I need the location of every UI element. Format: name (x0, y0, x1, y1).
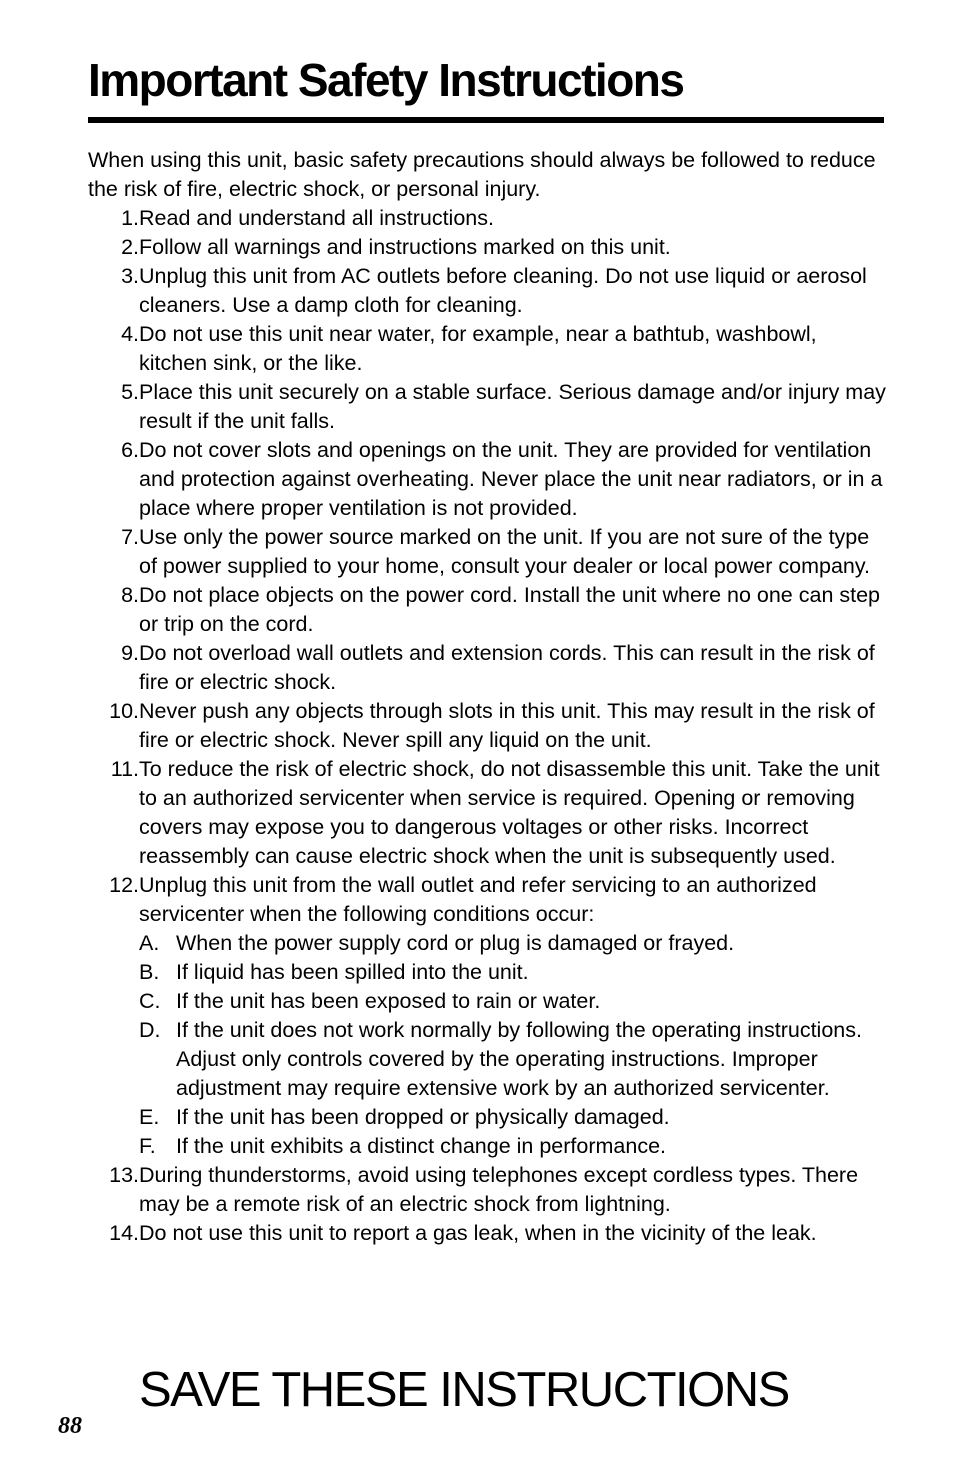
item-text: Do not place objects on the power cord. Install the unit where no one can step or trip on the cord. (139, 583, 881, 636)
save-instructions-heading: SAVE THESE INSTRUCTIONS (139, 1363, 789, 1417)
item-number: 4. (121, 322, 139, 346)
item-number: 13. (109, 1163, 139, 1187)
list-item (88, 755, 888, 871)
item-number: 9. (121, 641, 139, 665)
item-text: Do not overload wall outlets and extension cords. This can result in the risk of fire or electric shock. (139, 641, 875, 694)
condition-item (139, 1132, 888, 1161)
item-number: 7. (121, 525, 139, 549)
title-rule (88, 117, 884, 123)
condition-letter: E. (139, 1105, 160, 1129)
condition-letter: B. (139, 960, 160, 984)
list-item (88, 320, 888, 378)
list-item (88, 697, 888, 755)
condition-item (139, 1016, 888, 1103)
condition-letter: F. (139, 1134, 156, 1158)
item-text: Read and understand all instructions. (139, 206, 494, 230)
list-item (88, 639, 888, 697)
item-text: Unplug this unit from AC outlets before cleaning. Do not use liquid or aerosol cleaners. Use a damp cloth for cleaning. (139, 264, 867, 317)
item-text: To reduce the risk of electric shock, do not disassemble this unit. Take the unit to an authorized servicenter when service is required. Opening or removing covers may expose you to dangerous voltages or other risks. Incorrect reassembly can cause electric shock when the unit is subsequently used. (139, 757, 880, 868)
intro-paragraph: When using this unit, basic safety precautions should always be followed to reduce the risk of fire, electric shock, or personal injury. (88, 148, 876, 201)
item-number: 5. (121, 380, 139, 404)
list-item (88, 378, 888, 436)
page-title: Important Safety Instructions (88, 54, 684, 106)
condition-letter: D. (139, 1018, 161, 1042)
condition-item (139, 987, 888, 1016)
item-number: 12. (109, 873, 139, 897)
item-text: Follow all warnings and instructions marked on this unit. (139, 235, 671, 259)
list-item (88, 581, 888, 639)
item-text: Never push any objects through slots in this unit. This may result in the risk of fire or electric shock. Never spill any liquid on the unit. (139, 699, 875, 752)
condition-item (139, 958, 888, 987)
list-item (88, 204, 888, 233)
item-number: 1. (121, 206, 139, 230)
condition-text: If liquid has been spilled into the unit. (176, 960, 529, 984)
item-block (139, 871, 888, 1161)
condition-text: If the unit has been exposed to rain or water. (176, 989, 601, 1013)
list-item (88, 1161, 888, 1219)
item-text: Do not use this unit near water, for example, near a bathtub, washbowl, kitchen sink, or the like. (139, 322, 817, 375)
item-text: Do not cover slots and openings on the unit. They are provided for ventilation and protection against overheating. Never place the unit near radiators, or in a place where proper ventilation is not provided. (139, 438, 883, 520)
item-number: 8. (121, 583, 139, 607)
list-item (88, 871, 888, 1161)
item-number: 2. (121, 235, 139, 259)
item-text: Use only the power source marked on the unit. If you are not sure of the type of power supplied to your home, consult your dealer or local power company. (139, 525, 870, 578)
condition-text: If the unit exhibits a distinct change in performance. (176, 1134, 666, 1158)
conditions-list (139, 929, 888, 1161)
item-text: Do not use this unit to report a gas leak, when in the vicinity of the leak. (139, 1221, 817, 1245)
item-number: 3. (121, 264, 139, 288)
item-number: 10. (109, 699, 139, 723)
instructions-list (88, 204, 888, 1248)
list-item (88, 1219, 888, 1248)
condition-item (139, 1103, 888, 1132)
list-item (88, 233, 888, 262)
page-number: 88 (58, 1413, 82, 1439)
list-item (88, 523, 888, 581)
list-item (88, 436, 888, 523)
condition-text: If the unit does not work normally by following the operating instructions. Adjust only controls covered by the operating instructions. Improper adjustment may require extensive work by an authorized servicenter. (176, 1018, 862, 1100)
condition-item (139, 929, 888, 958)
item-number: 14. (109, 1221, 139, 1245)
condition-text: When the power supply cord or plug is damaged or frayed. (176, 931, 735, 955)
item-text: Place this unit securely on a stable surface. Serious damage and/or injury may result if the unit falls. (139, 380, 886, 433)
item-text: During thunderstorms, avoid using telephones except cordless types. There may be a remote risk of an electric shock from lightning. (139, 1163, 859, 1216)
instructions-body (88, 146, 888, 1248)
condition-text: If the unit has been dropped or physically damaged. (176, 1105, 670, 1129)
item-number: 6. (121, 438, 139, 462)
condition-letter: C. (139, 989, 161, 1013)
item-text: Unplug this unit from the wall outlet and refer servicing to an authorized servicenter when the following conditions occur: (139, 873, 817, 926)
list-item (88, 262, 888, 320)
condition-letter: A. (139, 931, 160, 955)
item-number: 11. (110, 757, 139, 781)
